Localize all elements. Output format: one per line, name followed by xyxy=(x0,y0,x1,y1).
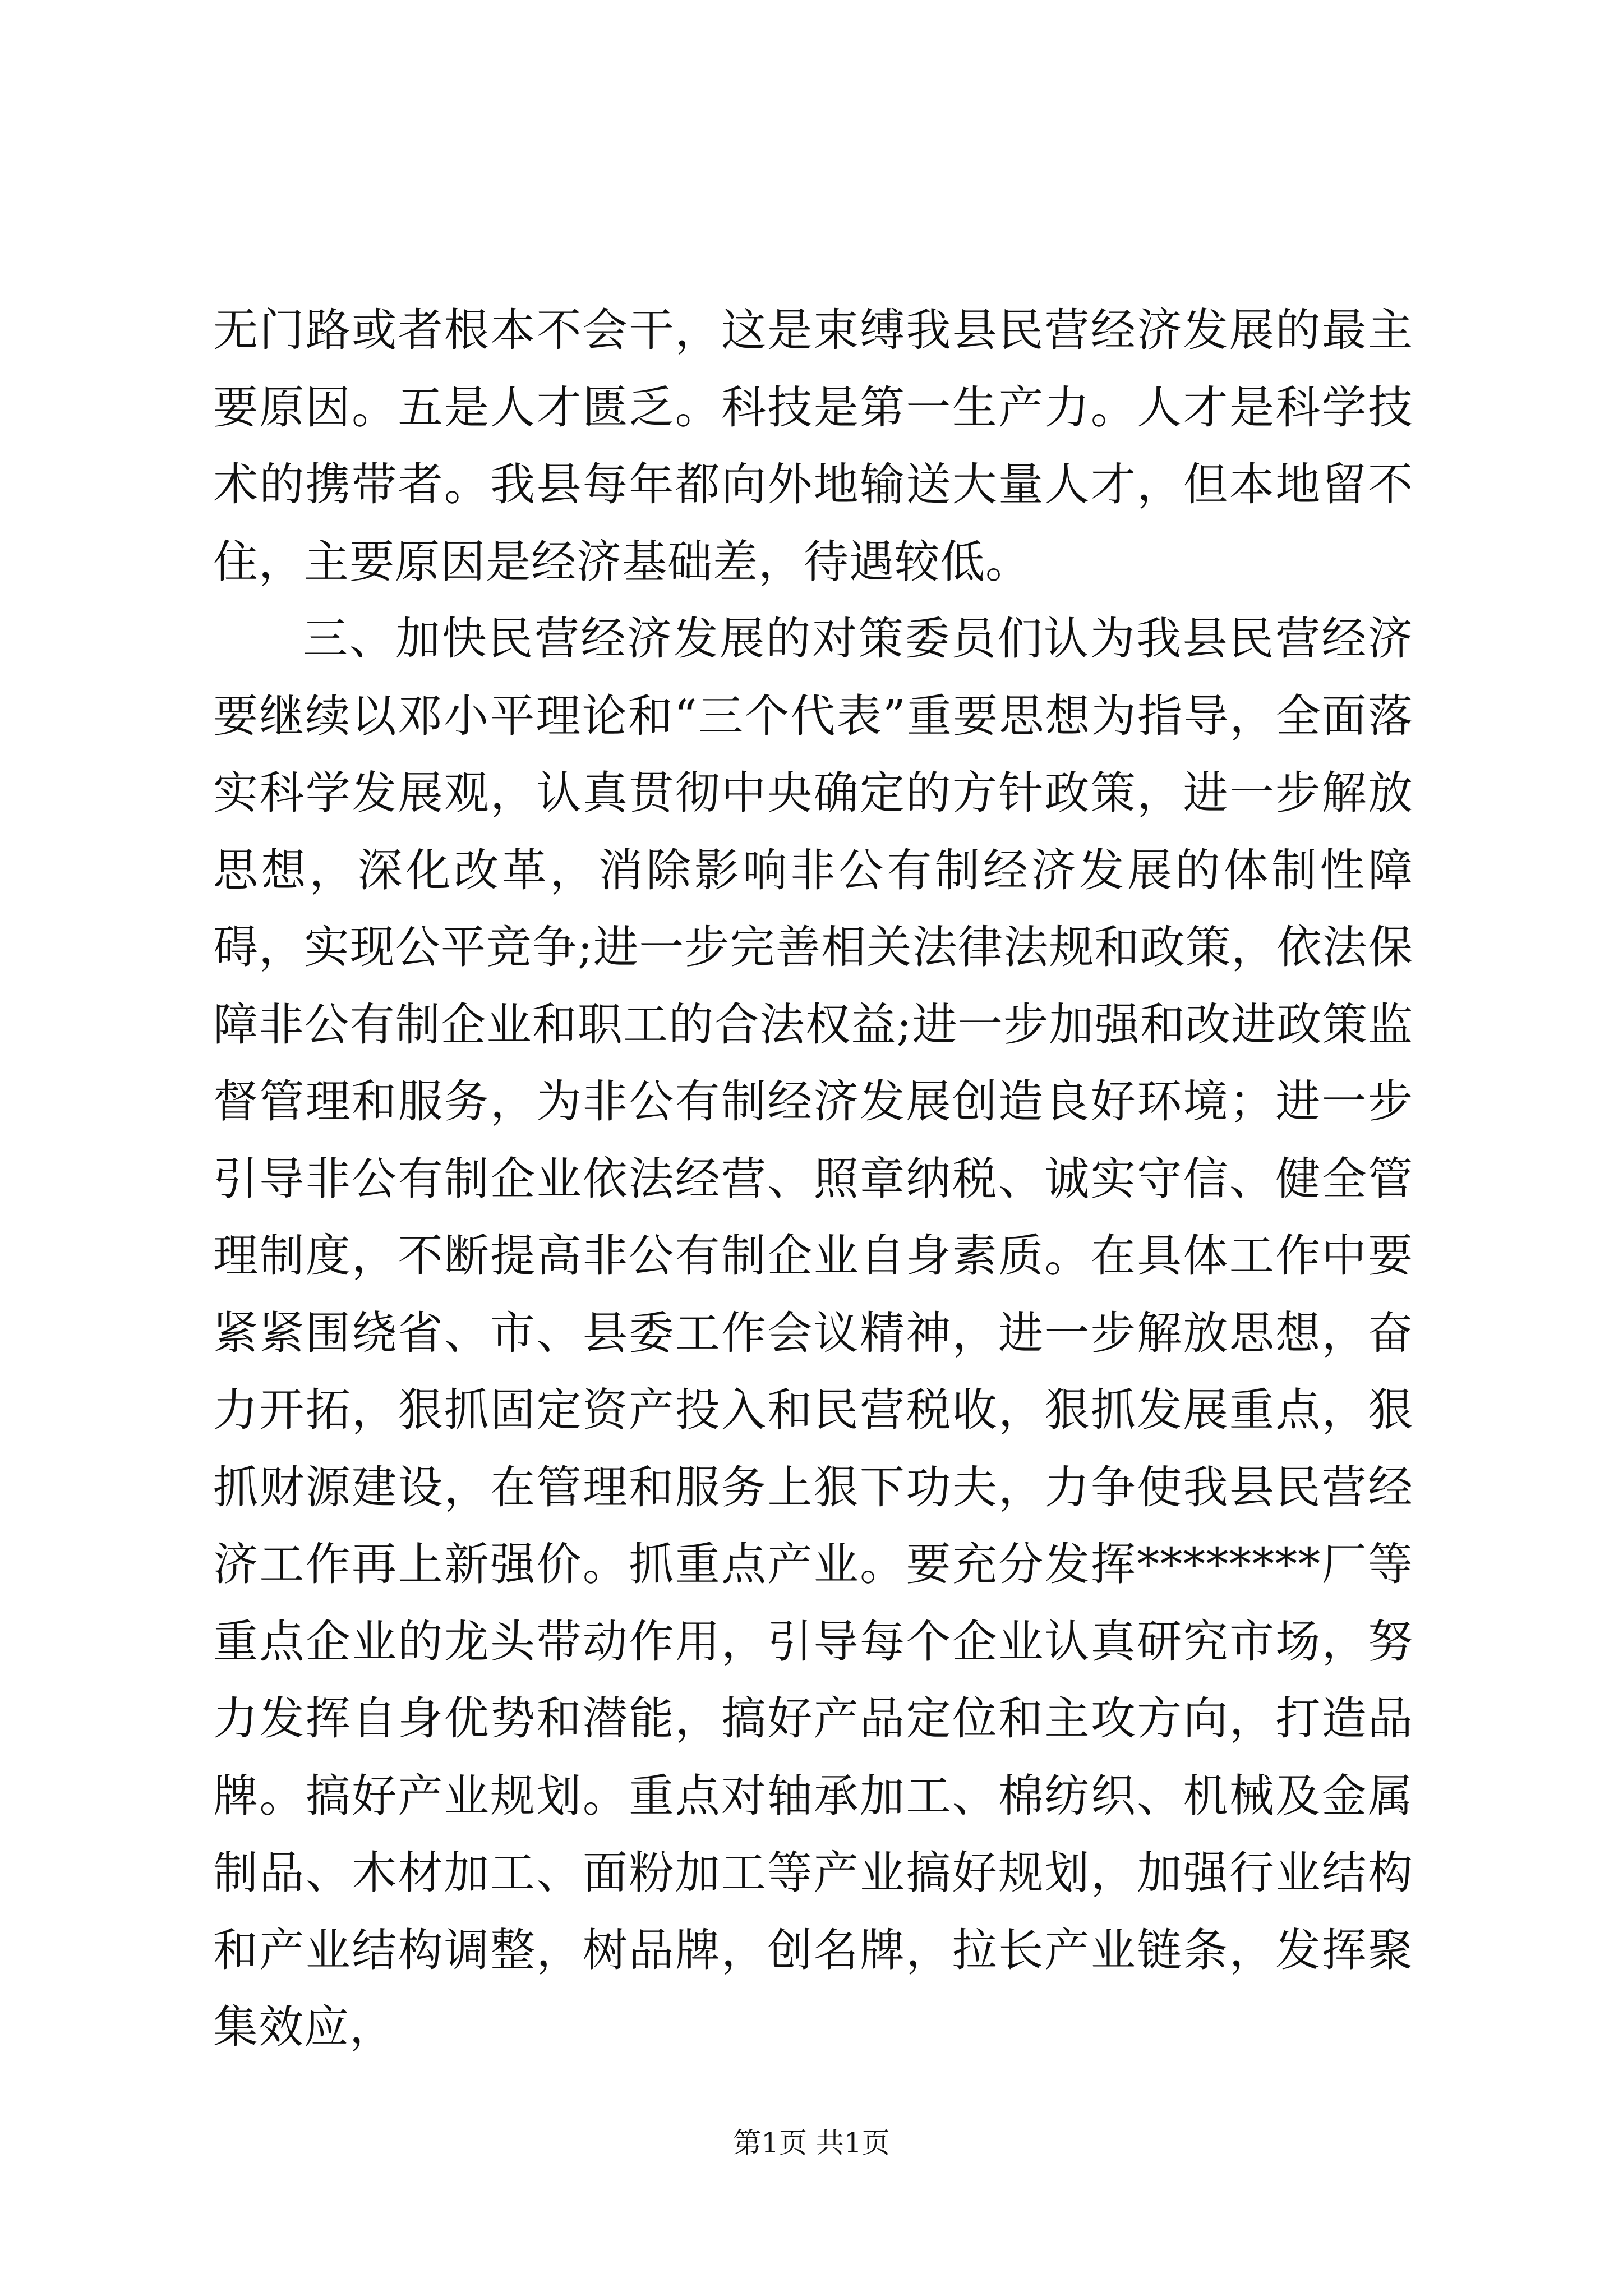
page-footer: 第1页 共1页 xyxy=(733,2127,890,2159)
paragraph-continuation: 无门路或者根本不会干，这是束缚我县民营经济发展的最主要原因。五是人才匮乏。科技是第一生产力。人才是科学技术的携带者。我县每年都向外地输送大量人才，但本地留不住，主要原因是经济基础差，待遇较低。 xyxy=(213,304,1413,588)
paragraph-countermeasures: 三、加快民营经济发展的对策委员们认为我县民营经济要继续以邓小平理论和“三个代表”重要思想为指导，全面落实科学发展观，认真贯彻中央确定的方针政策，进一步解放思想，深化改革，消除影响非公有制经济发展的体制性障碍，实现公平竞争;进一步完善相关法律法规和政策，依法保障非公有制企业和职工的合法权益;进一步加强和改进政策监督管理和服务，为非公有制经济发展创造良好环境；进一步引导非公有制企业依法经营、照章纳税、诚实守信、健全管理制度，不断提高非公有制企业自身素质。在具体工作中要紧紧围绕省、市、县委工作会议精神，进一步解放思想，奋力开拓，狠抓固定资产投入和民营税收，狠抓发展重点，狠抓财源建设，在管理和服务上狠下功夫，力争使我县民营经济工作再上新强价。抓重点产业。要充分发挥********厂等重点企业的龙头带动作用，引导每个企业认真研究市场，努力发挥自身优势和潜能，搞好产品定位和主攻方向，打造品牌。搞好产业规划。重点对轴承加工、棉纺织、机械及金属制品、木材加工、面粉加工等产业搞好规划，加强行业结构和产业结构调整，树品牌，创名牌，拉长产业链条，发挥聚集效应， xyxy=(213,613,1413,2053)
document-body xyxy=(213,292,1413,2066)
